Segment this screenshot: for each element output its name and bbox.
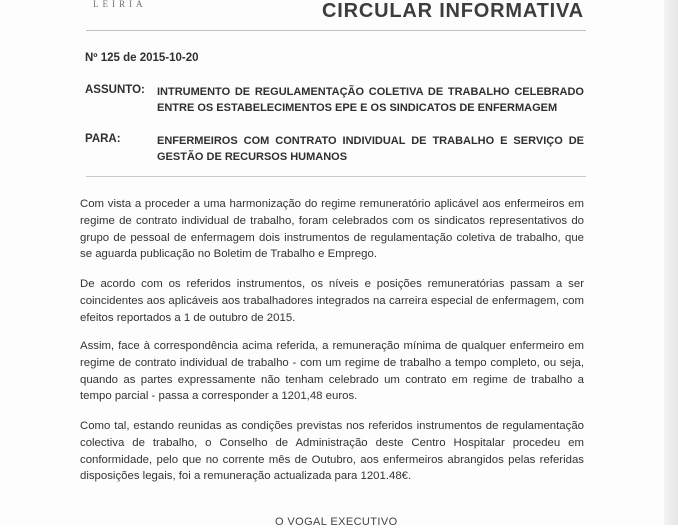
page-edge [664, 0, 678, 525]
body-paragraph-4: Como tal, estando reunidas as condições previstas nos referidos instrumentos de regulamentação colectiva de trabalho, o Conselho de Administração deste Centro Hospitalar procedeu em conformidade, pelo que no corrente mês de Outubro, aos enfermeiros abrangidos pelas referidas disposições legais, foi a remuneração actualizada para 1201.48€. [80, 420, 584, 483]
body-paragraph-1: Com vista a proceder a uma harmonização do regime remuneratório aplicável aos enfermeiros em regime de contrato individual de trabalho, foram celebrados com os sindicatos representativos do grupo de pessoal de enfermagem dois instrumentos de regulamentação coletiva de trabalho, que se aguarda publicação no Boletim de Trabalho e Emprego. [80, 198, 584, 261]
signature-title: O VOGAL EXECUTIVO [275, 516, 398, 528]
body-paragraph-3: Assim, face à correspondência acima referida, a remuneração mínima de qualquer enfermeiro em regime de contrato individual de trabalho - com um regime de trabalho a tempo completo, ou seja, quando as partes expressamente não tenham celebrado um contrato em regime de trabalho a tempo parcial - passa a corresponder a 1201,48 euros. [80, 340, 584, 403]
header-divider [86, 30, 586, 31]
hospital-logo-text: LEIRIA [93, 0, 147, 9]
subject-value: INTRUMENTO DE REGULAMENTAÇÃO COLETIVA DE TRABALHO CELEBRADO ENTRE OS ESTABELECIMENTOS EPE E OS SINDICATOS DE ENFERMAGEM [157, 86, 584, 114]
document-title: CIRCULAR INFORMATIVA [322, 0, 584, 22]
body-paragraph-2: De acordo com os referidos instrumentos, os níveis e posições remuneratórias passam a ser coincidentes aos aplicáveis aos trabalhadores integrados na carreira especial de enfermagem, com efeitos reportados a 1 de outubro de 2015. [80, 278, 584, 324]
section-divider [86, 176, 586, 177]
recipients-label: PARA: [85, 133, 121, 145]
recipients-value: ENFERMEIROS COM CONTRATO INDIVIDUAL DE TRABALHO E SERVIÇO DE GESTÃO DE RECURSOS HUMANOS [157, 135, 584, 163]
subject-label: ASSUNTO: [85, 84, 145, 96]
circular-number: Nº 125 de 2015-10-20 [85, 52, 199, 64]
